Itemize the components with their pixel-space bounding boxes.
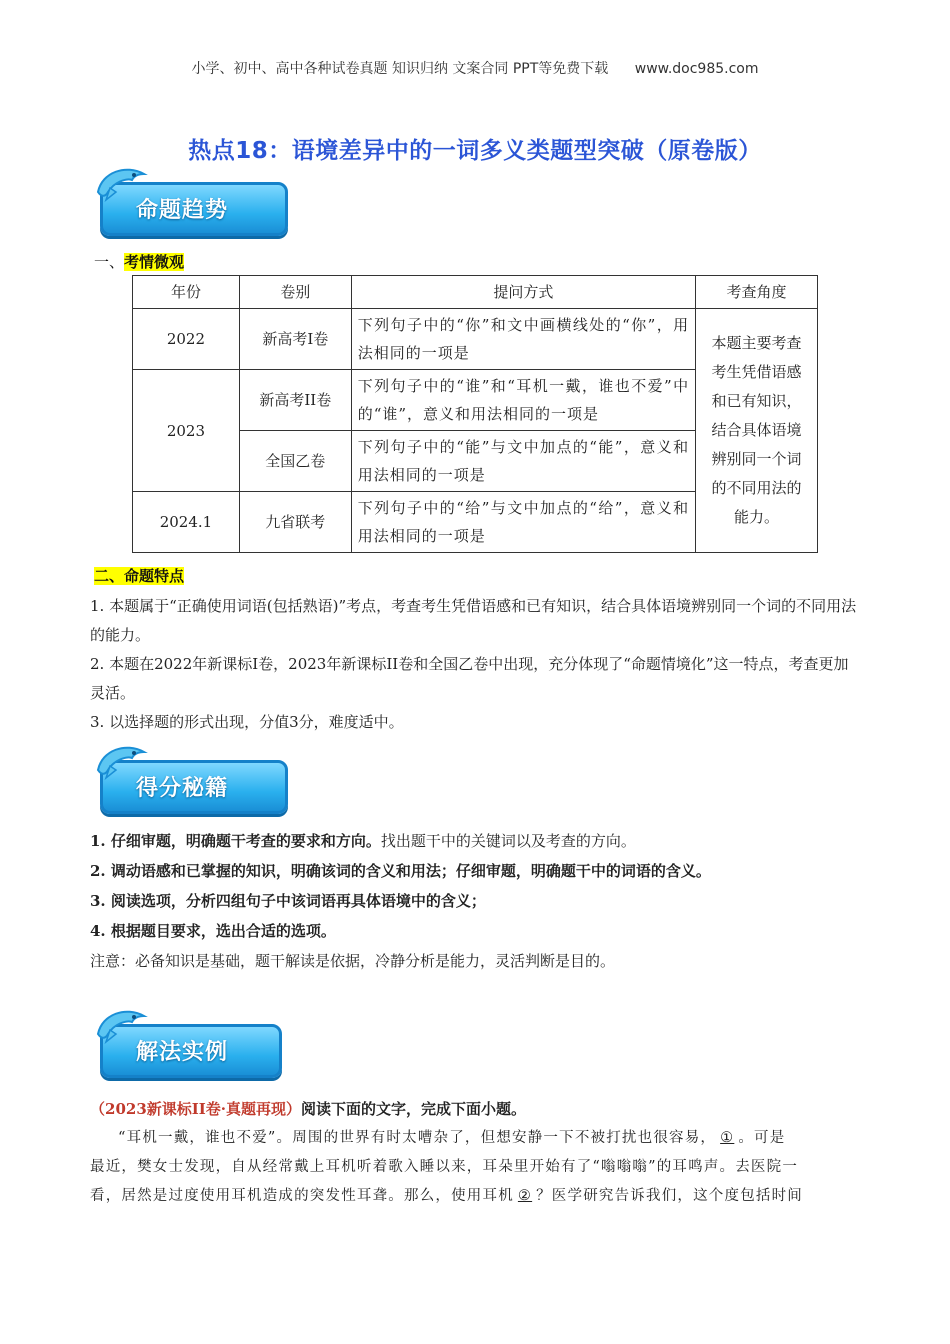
year-cell: 2024.1: [133, 492, 240, 553]
question-cell: 下列句子中的“给”与文中加点的“给”，意义和用法相同的一项是: [351, 492, 695, 553]
source-open: （: [90, 1100, 106, 1118]
banner-label: 得分秘籍: [136, 776, 229, 801]
angle-cell: 本题主要考查考生凭借语感和已有知识，结合具体语境辨别同一个词的不同用法的能力。: [696, 309, 818, 553]
secret-item: [90, 886, 880, 916]
secret-bold: 1. 仔细审题，明确题干考查的要求和方向。: [90, 832, 381, 850]
secret-bold: 4. 根据题目要求，选出合适的选项。: [90, 922, 336, 940]
question-cell: 下列句子中的“能”与文中加点的“能”，意义和用法相同的一项是: [351, 431, 695, 492]
section1-prefix: 一、: [94, 253, 125, 271]
feature-item: 1. 本题属于“正确使用词语(包括熟语)”考点，考查考生凭借语感和已有知识，结合具体语境辨别同一个词的不同用法的能力。: [90, 597, 857, 644]
section2-label: 二、命题特点: [94, 567, 185, 585]
table-header-cell: 卷别: [239, 276, 351, 309]
passage-line: [90, 1182, 860, 1211]
banner-label: 命题趋势: [136, 198, 229, 223]
paper-cell: 新高考I卷: [239, 309, 351, 370]
source-close: ）: [286, 1100, 302, 1118]
source-label: 2023新课标II卷·真题再现: [105, 1100, 287, 1118]
table-header-cell: 年份: [133, 276, 240, 309]
section1-heading: [94, 251, 184, 272]
example-instruction: 阅读下面的文字，完成下面小题。: [301, 1100, 527, 1118]
passage-text: 看，居然是过度使用耳机造成的突发性耳聋。那么，使用耳机: [90, 1188, 514, 1204]
reading-passage: [90, 1124, 860, 1211]
year-cell: 2022: [133, 309, 240, 370]
blank-1: ①: [720, 1130, 735, 1146]
blank-2: ②: [517, 1188, 533, 1204]
secret-normal: 找出题干中的关键词以及考查的方向。: [380, 832, 636, 850]
document-title: 热点18：语境差异中的一词多义类题型突破（原卷版）: [188, 138, 762, 164]
passage-text: ？医学研究告诉我们，这个度包括时间: [536, 1188, 804, 1204]
passage-line: [90, 1124, 860, 1153]
year-cell: 2023: [133, 370, 240, 492]
banner-examples: [96, 1012, 296, 1082]
section1-label: 考情微观: [124, 253, 185, 271]
table-row: [133, 309, 818, 370]
secret-item: [90, 856, 880, 886]
secret-bold: 2. 调动语感和已掌握的知识，明确该词的含义和用法；仔细审题，明确题干中的词语的含义。: [90, 862, 711, 880]
secret-bold: 3. 阅读选项，分析四组句子中该词语再具体语境中的含义；: [90, 892, 486, 910]
secrets-list: [90, 826, 880, 976]
paper-cell: 九省联考: [239, 492, 351, 553]
feature-list: [90, 592, 860, 737]
question-cell: 下列句子中的“谁”和“耳机一戴，谁也不爱”中的“谁”，意义和用法相同的一项是: [351, 370, 695, 431]
feature-item: 3. 以选择题的形式出现，分值3分，难度适中。: [90, 713, 404, 731]
table-header-row: [133, 276, 818, 309]
header-text: 小学、初中、高中各种试卷真题 知识归纳 文案合同 PPT等免费下载: [191, 61, 609, 77]
passage-text: “耳机一戴，谁也不爱”。周围的世界有时太嘈杂了，但想安静一下不被打扰也很容易，: [118, 1130, 717, 1146]
table-header-cell: 提问方式: [351, 276, 695, 309]
paper-cell: 新高考II卷: [239, 370, 351, 431]
example-heading: [90, 1095, 880, 1124]
passage-text: 。可是: [738, 1130, 786, 1146]
header-url[interactable]: www.doc985.com: [634, 61, 759, 77]
secret-item: [90, 916, 880, 946]
passage-line: 最近，樊女士发现，自从经常戴上耳机听着歌入睡以来，耳朵里开始有了“嗡嗡嗡”的耳鸣声。去医院一: [90, 1159, 799, 1175]
banner-secrets: [96, 748, 296, 818]
banner-label: 解法实例: [136, 1040, 229, 1065]
secret-item: [90, 826, 880, 856]
page-header: [0, 58, 950, 78]
question-cell: 下列句子中的“你”和文中画横线处的“你”，用法相同的一项是: [351, 309, 695, 370]
exam-table: [132, 275, 818, 553]
section2-heading: [94, 565, 184, 586]
secret-note: 注意：必备知识是基础，题干解读是依据，冷静分析是能力，灵活判断是目的。: [90, 952, 616, 970]
feature-item: 2. 本题在2022年新课标I卷，2023年新课标II卷和全国乙卷中出现，充分体现了“命题情境化”这一特点，考查更加灵活。: [90, 655, 849, 702]
banner-trend: [96, 170, 296, 240]
table-header-cell: 考查角度: [696, 276, 818, 309]
paper-cell: 全国乙卷: [239, 431, 351, 492]
